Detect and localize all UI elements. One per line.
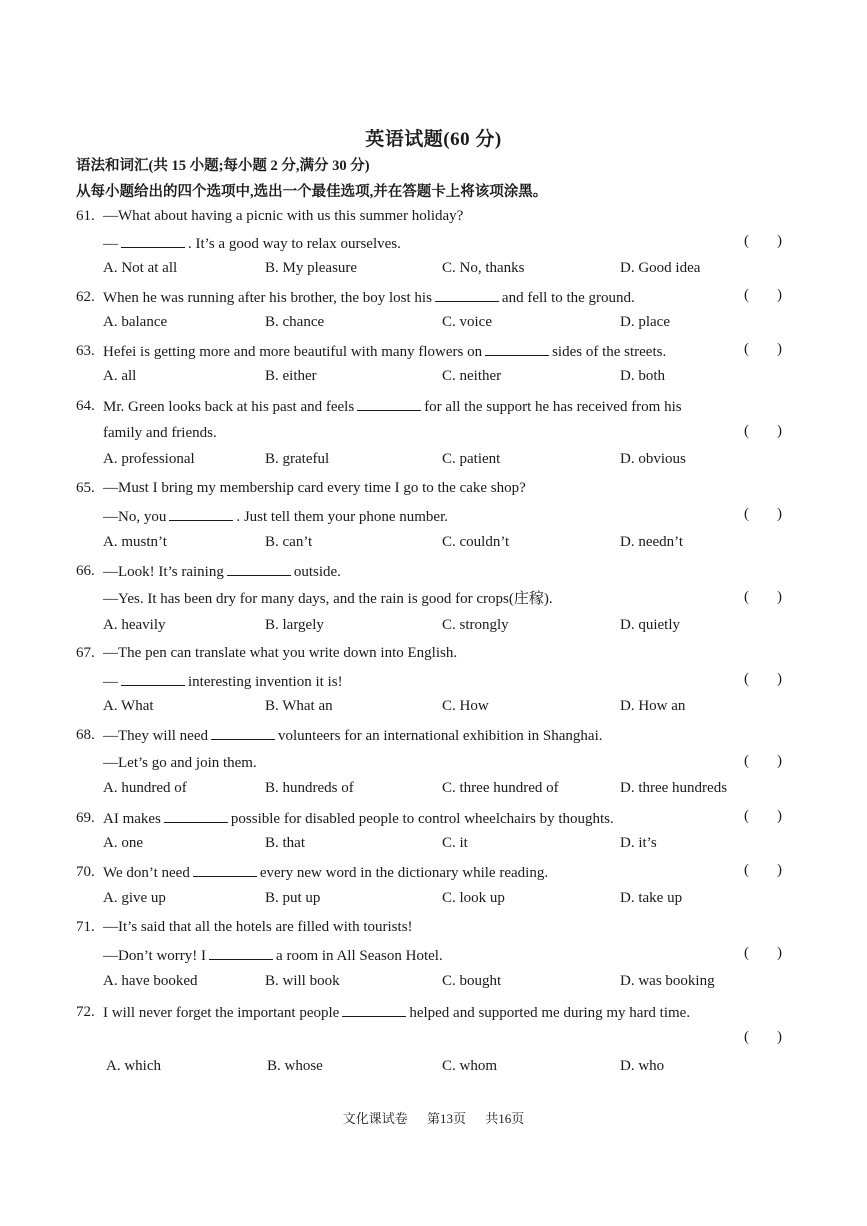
answer-option: D. obvious — [620, 451, 686, 467]
question-stem-line — [103, 589, 553, 609]
question-number: 61. — [76, 208, 95, 224]
stem-text: outside. — [293, 564, 341, 580]
question-number: 65. — [76, 480, 95, 496]
answer-option: A. What — [103, 698, 154, 714]
answer-option: B. What an — [265, 698, 333, 714]
option-row — [103, 1058, 803, 1078]
answer-option: A. one — [103, 835, 143, 851]
answer-blank — [209, 945, 273, 960]
question-stem-line — [103, 423, 217, 443]
footer-total-pages: 共16页 — [485, 1111, 525, 1126]
answer-blank — [342, 1002, 406, 1017]
answer-option: C. neither — [442, 368, 502, 384]
answer-option: C. couldn’t — [442, 534, 510, 550]
answer-parentheses — [744, 589, 782, 606]
stem-text: possible for disabled people to control wheelchairs by thoughts. — [230, 811, 614, 827]
question-stem-line — [103, 396, 682, 417]
stem-text: —They will need — [103, 728, 208, 744]
answer-option: D. it’s — [620, 835, 657, 851]
answer-option: C. bought — [442, 973, 502, 989]
question-stem-line — [103, 945, 443, 966]
answer-option: C. it — [442, 835, 468, 851]
footer-subject: 文化课试卷 — [342, 1111, 408, 1126]
stem-text: . It’s a good way to relax ourselves. — [188, 236, 401, 252]
answer-option: B. either — [265, 368, 317, 384]
stem-text: family and friends. — [103, 425, 217, 441]
answer-option: C. look up — [442, 890, 505, 906]
answer-blank — [121, 671, 185, 686]
answer-parentheses — [744, 862, 782, 879]
stem-text: —No, you — [103, 509, 167, 525]
answer-option: B. hundreds of — [265, 780, 354, 796]
question-number: 70. — [76, 864, 95, 880]
question-stem-line — [103, 233, 401, 254]
page-title: 英语试题(60 分) — [365, 129, 502, 150]
answer-parentheses — [744, 341, 782, 358]
page-footer — [0, 1108, 867, 1127]
answer-blank — [485, 341, 549, 356]
question-number: 68. — [76, 727, 95, 743]
answer-parentheses — [744, 506, 782, 523]
answer-option: A. Not at all — [103, 260, 178, 276]
answer-option: D. both — [620, 368, 665, 384]
answer-option: B. chance — [265, 314, 325, 330]
stem-text: —What about having a picnic with us this summer holiday? — [103, 208, 464, 224]
question-stem-line — [103, 725, 603, 746]
answer-option: C. three hundred of — [442, 780, 559, 796]
question-number: 63. — [76, 343, 95, 359]
answer-option: D. three hundreds — [620, 780, 728, 796]
stem-text: volunteers for an international exhibition in Shanghai. — [277, 728, 603, 744]
option-row — [103, 260, 803, 280]
answer-option: A. hundred of — [103, 780, 187, 796]
stem-text: —Must I bring my membership card every time I go to the cake shop? — [103, 480, 526, 496]
answer-option: C. patient — [442, 451, 501, 467]
answer-option: C. voice — [442, 314, 492, 330]
answer-parentheses — [744, 753, 782, 770]
answer-parentheses — [744, 287, 782, 304]
question-stem-line — [103, 671, 343, 692]
section-instruction: 从每小题给出的四个选项中,选出一个最佳选项,并在答题卡上将该项涂黑。 — [76, 184, 548, 200]
question-stem-line — [103, 753, 257, 773]
answer-option: D. needn’t — [620, 534, 684, 550]
answer-blank — [193, 862, 257, 877]
answer-option: D. Good idea — [620, 260, 701, 276]
answer-option: A. which — [106, 1058, 161, 1074]
footer-page-number: 第13页 — [426, 1111, 466, 1126]
answer-option: B. put up — [265, 890, 321, 906]
answer-option: C. strongly — [442, 617, 509, 633]
stem-text: for all the support he has received from his — [424, 399, 682, 415]
question-stem-line — [103, 506, 448, 527]
answer-blank — [169, 506, 233, 521]
question-stem-line — [103, 478, 526, 498]
question-stem-line — [103, 808, 614, 829]
option-row — [103, 534, 803, 554]
answer-blank — [227, 561, 291, 576]
answer-option: B. will book — [265, 973, 340, 989]
question-number: 71. — [76, 919, 95, 935]
stem-text: —Let’s go and join them. — [103, 755, 257, 771]
answer-option: A. heavily — [103, 617, 166, 633]
stem-text: —It’s said that all the hotels are filled with tourists! — [103, 919, 413, 935]
question-number: 69. — [76, 810, 95, 826]
stem-text: every new word in the dictionary while reading. — [259, 865, 549, 881]
answer-option: D. who — [620, 1058, 665, 1074]
answer-option: A. professional — [103, 451, 195, 467]
answer-option: D. place — [620, 314, 670, 330]
answer-option: B. grateful — [265, 451, 330, 467]
question-stem-line — [103, 287, 635, 308]
stem-text: Mr. Green looks back at his past and feels — [103, 399, 355, 415]
section-heading: 语法和词汇(共 15 小题;每小题 2 分,满分 30 分) — [76, 158, 370, 174]
question-number: 67. — [76, 645, 95, 661]
option-row — [103, 780, 803, 800]
stem-text: — — [103, 236, 118, 252]
stem-text: sides of the streets. — [552, 344, 667, 360]
stem-text: a room in All Season Hotel. — [276, 948, 443, 964]
answer-option: B. My pleasure — [265, 260, 358, 276]
stem-text: —Yes. It has been dry for many days, and the rain is good for crops(庄稼). — [103, 591, 553, 607]
answer-option: B. can’t — [265, 534, 313, 550]
answer-option: D. quietly — [620, 617, 680, 633]
answer-parentheses — [744, 808, 782, 825]
answer-option: A. all — [103, 368, 137, 384]
answer-option: D. was booking — [620, 973, 715, 989]
stem-text: We don’t need — [103, 865, 190, 881]
answer-option: D. take up — [620, 890, 683, 906]
question-number: 62. — [76, 289, 95, 305]
answer-option: A. have booked — [103, 973, 198, 989]
option-row — [103, 890, 803, 910]
question-number: 72. — [76, 1004, 95, 1020]
question-number: 66. — [76, 563, 95, 579]
stem-text: . Just tell them your phone number. — [236, 509, 448, 525]
answer-option: C. No, thanks — [442, 260, 525, 276]
answer-option: A. give up — [103, 890, 166, 906]
option-row — [103, 973, 803, 993]
stem-text: —Don’t worry! I — [103, 948, 207, 964]
answer-option: B. that — [265, 835, 305, 851]
answer-parentheses — [744, 423, 782, 440]
answer-blank — [121, 233, 185, 248]
answer-option: D. How an — [620, 698, 686, 714]
answer-blank — [357, 396, 421, 411]
option-row — [103, 835, 803, 855]
answer-option: B. largely — [265, 617, 324, 633]
stem-text: I will never forget the important people — [103, 1005, 340, 1021]
stem-text: —Look! It’s raining — [103, 564, 224, 580]
answer-option: C. whom — [442, 1058, 498, 1074]
question-stem-line — [103, 917, 413, 937]
answer-parentheses — [744, 233, 782, 250]
question-stem-line — [103, 341, 666, 362]
stem-text: AI makes — [103, 811, 161, 827]
option-row — [103, 698, 803, 718]
question-stem-line — [103, 643, 457, 663]
stem-text: Hefei is getting more and more beautiful with many flowers on — [103, 344, 483, 360]
answer-blank — [164, 808, 228, 823]
answer-option: B. whose — [267, 1058, 323, 1074]
question-stem-line — [103, 561, 341, 582]
answer-option: A. mustn’t — [103, 534, 167, 550]
option-row — [103, 314, 803, 334]
stem-text: helped and supported me during my hard time. — [409, 1005, 691, 1021]
question-stem-line — [103, 862, 548, 883]
answer-parentheses — [744, 945, 782, 962]
option-row — [103, 368, 803, 388]
answer-option: C. How — [442, 698, 489, 714]
option-row — [103, 451, 803, 471]
stem-text: and fell to the ground. — [501, 290, 635, 306]
answer-blank — [435, 287, 499, 302]
option-row — [103, 617, 803, 637]
question-stem-line — [103, 1002, 690, 1023]
answer-option: A. balance — [103, 314, 168, 330]
stem-text: When he was running after his brother, the boy lost his — [103, 290, 432, 306]
question-stem-line — [103, 206, 463, 226]
answer-blank — [211, 725, 275, 740]
stem-text: interesting invention it is! — [188, 674, 343, 690]
answer-parentheses — [744, 671, 782, 688]
stem-text: — — [103, 674, 118, 690]
stem-text: —The pen can translate what you write down into English. — [103, 645, 458, 661]
question-number: 64. — [76, 398, 95, 414]
answer-parentheses — [744, 1029, 782, 1046]
